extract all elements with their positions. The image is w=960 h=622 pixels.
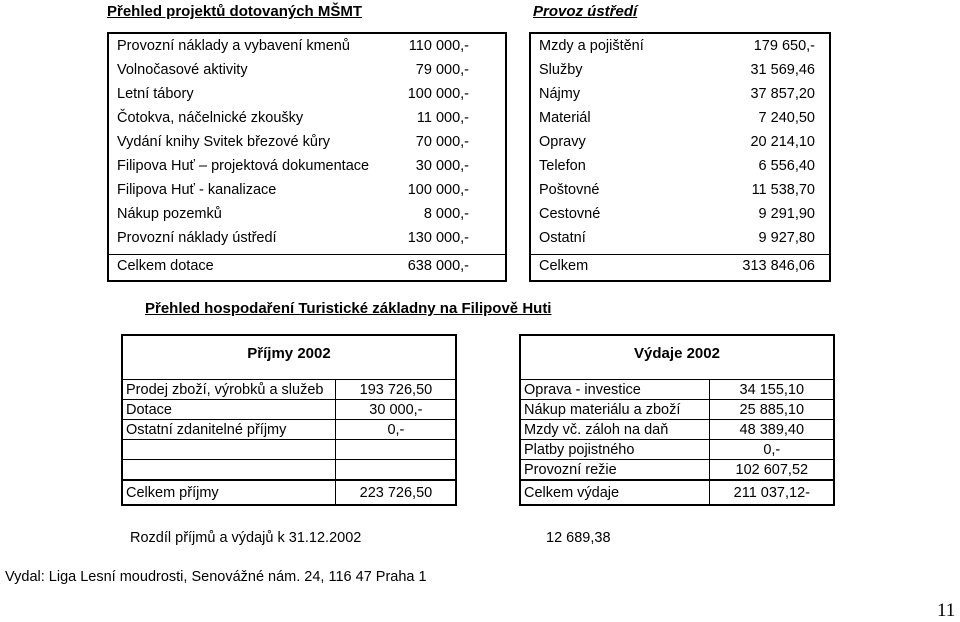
operation-value: 31 569,46 xyxy=(750,62,815,78)
operation-value: 37 857,20 xyxy=(750,86,815,102)
difference-value: 12 689,38 xyxy=(546,530,611,546)
operation-total-divider xyxy=(531,254,829,255)
project-label: Nákup pozemků xyxy=(117,206,222,222)
left-title: Přehled projektů dotovaných MŠMT xyxy=(107,3,363,20)
project-label: Provozní náklady a vybavení kmenů xyxy=(117,38,350,54)
project-value: 30 000,- xyxy=(415,158,469,174)
project-value: 100 000,- xyxy=(407,86,469,102)
project-value: 8 000,- xyxy=(423,206,469,222)
income-label: Prodej zboží, výrobků a služeb xyxy=(122,380,336,400)
expense-value: 211 037,12- xyxy=(709,480,834,506)
project-total-divider xyxy=(109,254,505,255)
publisher-line: Vydal: Liga Lesní moudrosti, Senovážné nám. 24, 116 47 Praha 1 xyxy=(5,569,427,585)
expense-label: Oprava - investice xyxy=(520,380,710,400)
income-label xyxy=(122,440,336,460)
project-label: Filipova Huť – projektová dokumentace xyxy=(117,158,370,174)
operation-label: Mzdy a pojištění xyxy=(539,38,644,54)
operation-label: Telefon xyxy=(539,158,586,174)
income-header: Příjmy 2002 xyxy=(247,345,331,362)
expense-header: Výdaje 2002 xyxy=(634,345,720,362)
operation-value: 6 556,40 xyxy=(758,158,815,174)
operation-label: Cestovné xyxy=(539,206,601,222)
operation-value: 11 538,70 xyxy=(751,182,815,198)
operation-value: 9 927,80 xyxy=(758,230,815,246)
project-value: 110 000,- xyxy=(408,38,469,54)
operation-label: Služby xyxy=(539,62,583,78)
expense-table xyxy=(519,379,835,506)
expense-label: Celkem výdaje xyxy=(520,480,710,506)
income-label: Celkem příjmy xyxy=(122,480,336,506)
project-label: Filipova Huť - kanalizace xyxy=(117,182,277,198)
expense-row xyxy=(520,440,835,460)
income-value: 223 726,50 xyxy=(335,480,456,506)
project-value: 79 000,- xyxy=(415,62,469,78)
operation-label: Ostatní xyxy=(539,230,586,246)
income-row xyxy=(122,380,457,400)
page-number: 11 xyxy=(937,600,956,621)
project-label: Letní tábory xyxy=(117,86,194,102)
income-label xyxy=(122,460,336,481)
project-label: Vydání knihy Svitek březové kůry xyxy=(117,134,331,150)
expense-label: Provozní režie xyxy=(520,460,710,481)
operation-value: 7 240,50 xyxy=(758,110,815,126)
project-total-label: Celkem dotace xyxy=(117,258,214,274)
income-label: Ostatní zdanitelné příjmy xyxy=(122,420,336,440)
income-row xyxy=(122,400,457,420)
income-panel xyxy=(121,334,457,506)
project-total-value: 638 000,- xyxy=(407,258,469,274)
expense-row xyxy=(520,480,835,506)
expense-label: Mzdy vč. záloh na daň xyxy=(520,420,710,440)
expense-label: Nákup materiálu a zboží xyxy=(520,400,710,420)
operation-total-value: 313 846,06 xyxy=(742,258,815,274)
project-label: Provozní náklady ústředí xyxy=(117,230,277,246)
project-value: 70 000,- xyxy=(415,134,469,150)
income-value xyxy=(335,460,456,481)
income-row xyxy=(122,480,457,506)
expense-row xyxy=(520,380,835,400)
project-value: 11 000,- xyxy=(416,110,469,126)
income-value xyxy=(335,440,456,460)
expense-value: 34 155,10 xyxy=(709,380,834,400)
operation-value: 20 214,10 xyxy=(750,134,815,150)
project-label: Čotokva, náčelnické zkoušky xyxy=(117,110,304,126)
expense-row xyxy=(520,400,835,420)
expense-row xyxy=(520,460,835,481)
expense-value: 0,- xyxy=(709,440,834,460)
project-value: 130 000,- xyxy=(407,230,469,246)
expense-row xyxy=(520,420,835,440)
projects-panel xyxy=(107,32,507,282)
operation-label: Nájmy xyxy=(539,86,581,102)
expense-panel xyxy=(519,334,835,506)
operation-label: Materiál xyxy=(539,110,591,126)
operation-value: 9 291,90 xyxy=(758,206,815,222)
income-value: 193 726,50 xyxy=(335,380,456,400)
project-label: Volnočasové aktivity xyxy=(117,62,248,78)
operations-panel xyxy=(529,32,831,282)
income-label: Dotace xyxy=(122,400,336,420)
expense-label: Platby pojistného xyxy=(520,440,710,460)
operation-value: 179 650,- xyxy=(753,38,815,54)
income-value: 0,- xyxy=(335,420,456,440)
income-row xyxy=(122,440,457,460)
expense-value: 102 607,52 xyxy=(709,460,834,481)
income-row xyxy=(122,420,457,440)
tourism-title: Přehled hospodaření Turistické základny na Filipově Huti xyxy=(145,300,552,317)
operation-label: Poštovné xyxy=(539,182,600,198)
expense-value: 25 885,10 xyxy=(709,400,834,420)
project-value: 100 000,- xyxy=(407,182,469,198)
income-value: 30 000,- xyxy=(335,400,456,420)
expense-value: 48 389,40 xyxy=(709,420,834,440)
operation-label: Opravy xyxy=(539,134,586,150)
income-row xyxy=(122,460,457,481)
operation-total-label: Celkem xyxy=(539,258,589,274)
difference-label: Rozdíl příjmů a výdajů k 31.12.2002 xyxy=(130,530,362,546)
right-title: Provoz ústředí xyxy=(533,3,638,20)
income-table xyxy=(121,379,457,506)
